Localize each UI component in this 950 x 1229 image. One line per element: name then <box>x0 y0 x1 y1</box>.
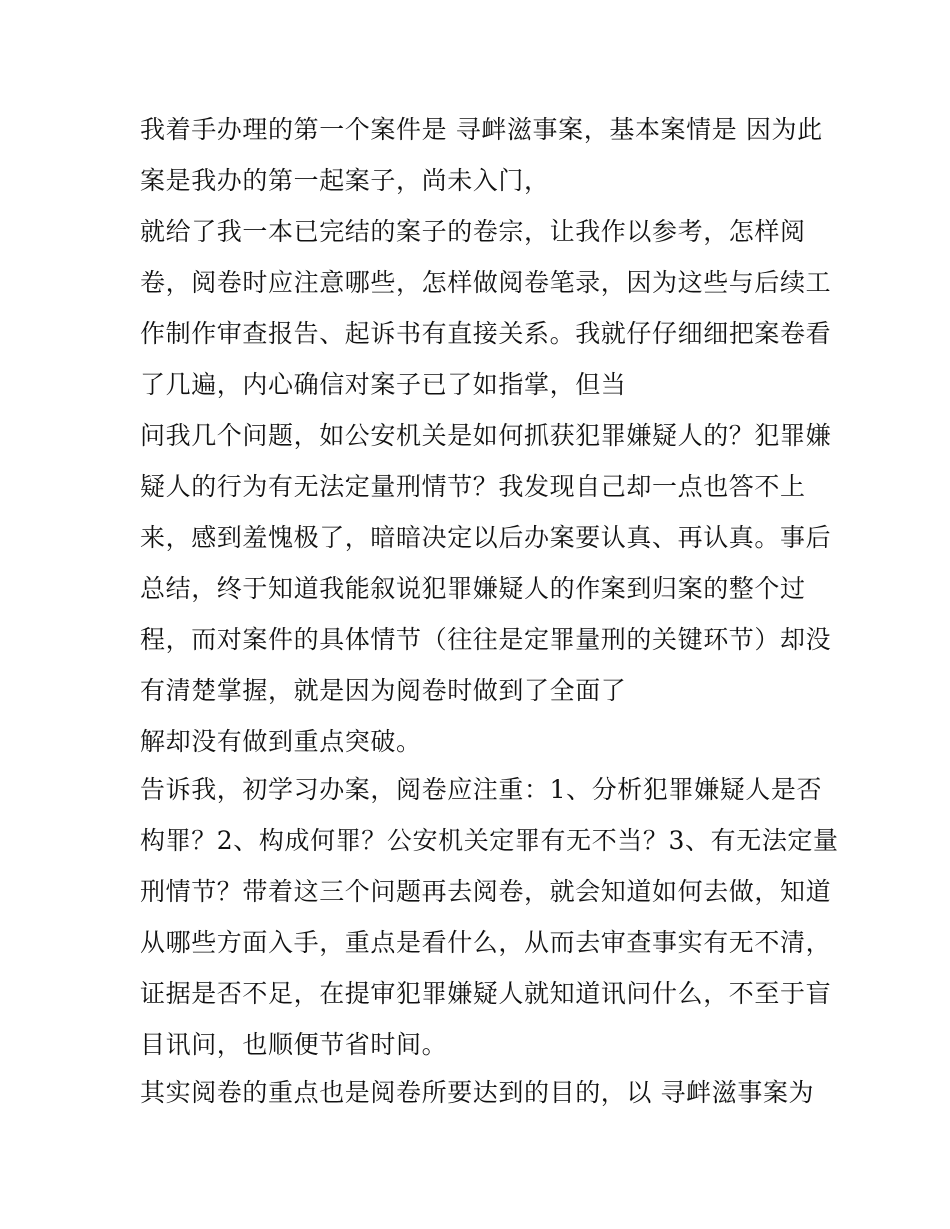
text-line: 程，而对案件的具体情节（往往是定罪量刑的关键环节）却没 <box>140 625 832 654</box>
text-line: 从哪些方面入手，重点是看什么，从而去审查事实有无不清， <box>140 928 832 957</box>
text-line: 目讯问，也顺便节省时间。 <box>140 1030 448 1059</box>
text-line: 刑情节？带着这三个问题再去阅卷，就会知道如何去做，知道 <box>140 877 832 906</box>
text-line: 我着手办理的第一个案件是 寻衅滋事案，基本案情是 因为此 <box>140 115 823 144</box>
text-line: 就给了我一本已完结的案子的卷宗，让我作以参考，怎样阅 <box>140 217 806 246</box>
text-line: 告诉我，初学习办案，阅卷应注重：1、分析犯罪嫌疑人是否 <box>140 775 823 804</box>
text-line: 构罪？2、构成何罪？公安机关定罪有无不当？3、有无法定量 <box>140 826 839 855</box>
text-line: 案是我办的第一起案子，尚未入门， <box>140 166 550 195</box>
text-line: 了几遍，内心确信对案子已了如指掌，但当 <box>140 370 627 399</box>
text-line: 疑人的行为有无法定量刑情节？我发现自己却一点也答不上 <box>140 472 806 501</box>
text-line: 问我几个问题，如公安机关是如何抓获犯罪嫌疑人的？犯罪嫌 <box>140 421 832 450</box>
text-line: 其实阅卷的重点也是阅卷所要达到的目的，以 寻衅滋事案为 <box>140 1078 815 1107</box>
text-line: 作制作审查报告、起诉书有直接关系。我就仔仔细细把案卷看 <box>140 319 832 348</box>
text-line: 证据是否不足，在提审犯罪嫌疑人就知道讯问什么，不至于盲 <box>140 979 832 1008</box>
text-line: 解却没有做到重点突破。 <box>140 727 422 756</box>
text-line: 有清楚掌握，就是因为阅卷时做到了全面了 <box>140 676 627 705</box>
text-line: 总结，终于知道我能叙说犯罪嫌疑人的作案到归案的整个过 <box>140 574 806 603</box>
text-line: 卷，阅卷时应注意哪些，怎样做阅卷笔录，因为这些与后续工 <box>140 268 832 297</box>
text-line: 来，感到羞愧极了，暗暗决定以后办案要认真、再认真。事后 <box>140 523 832 552</box>
